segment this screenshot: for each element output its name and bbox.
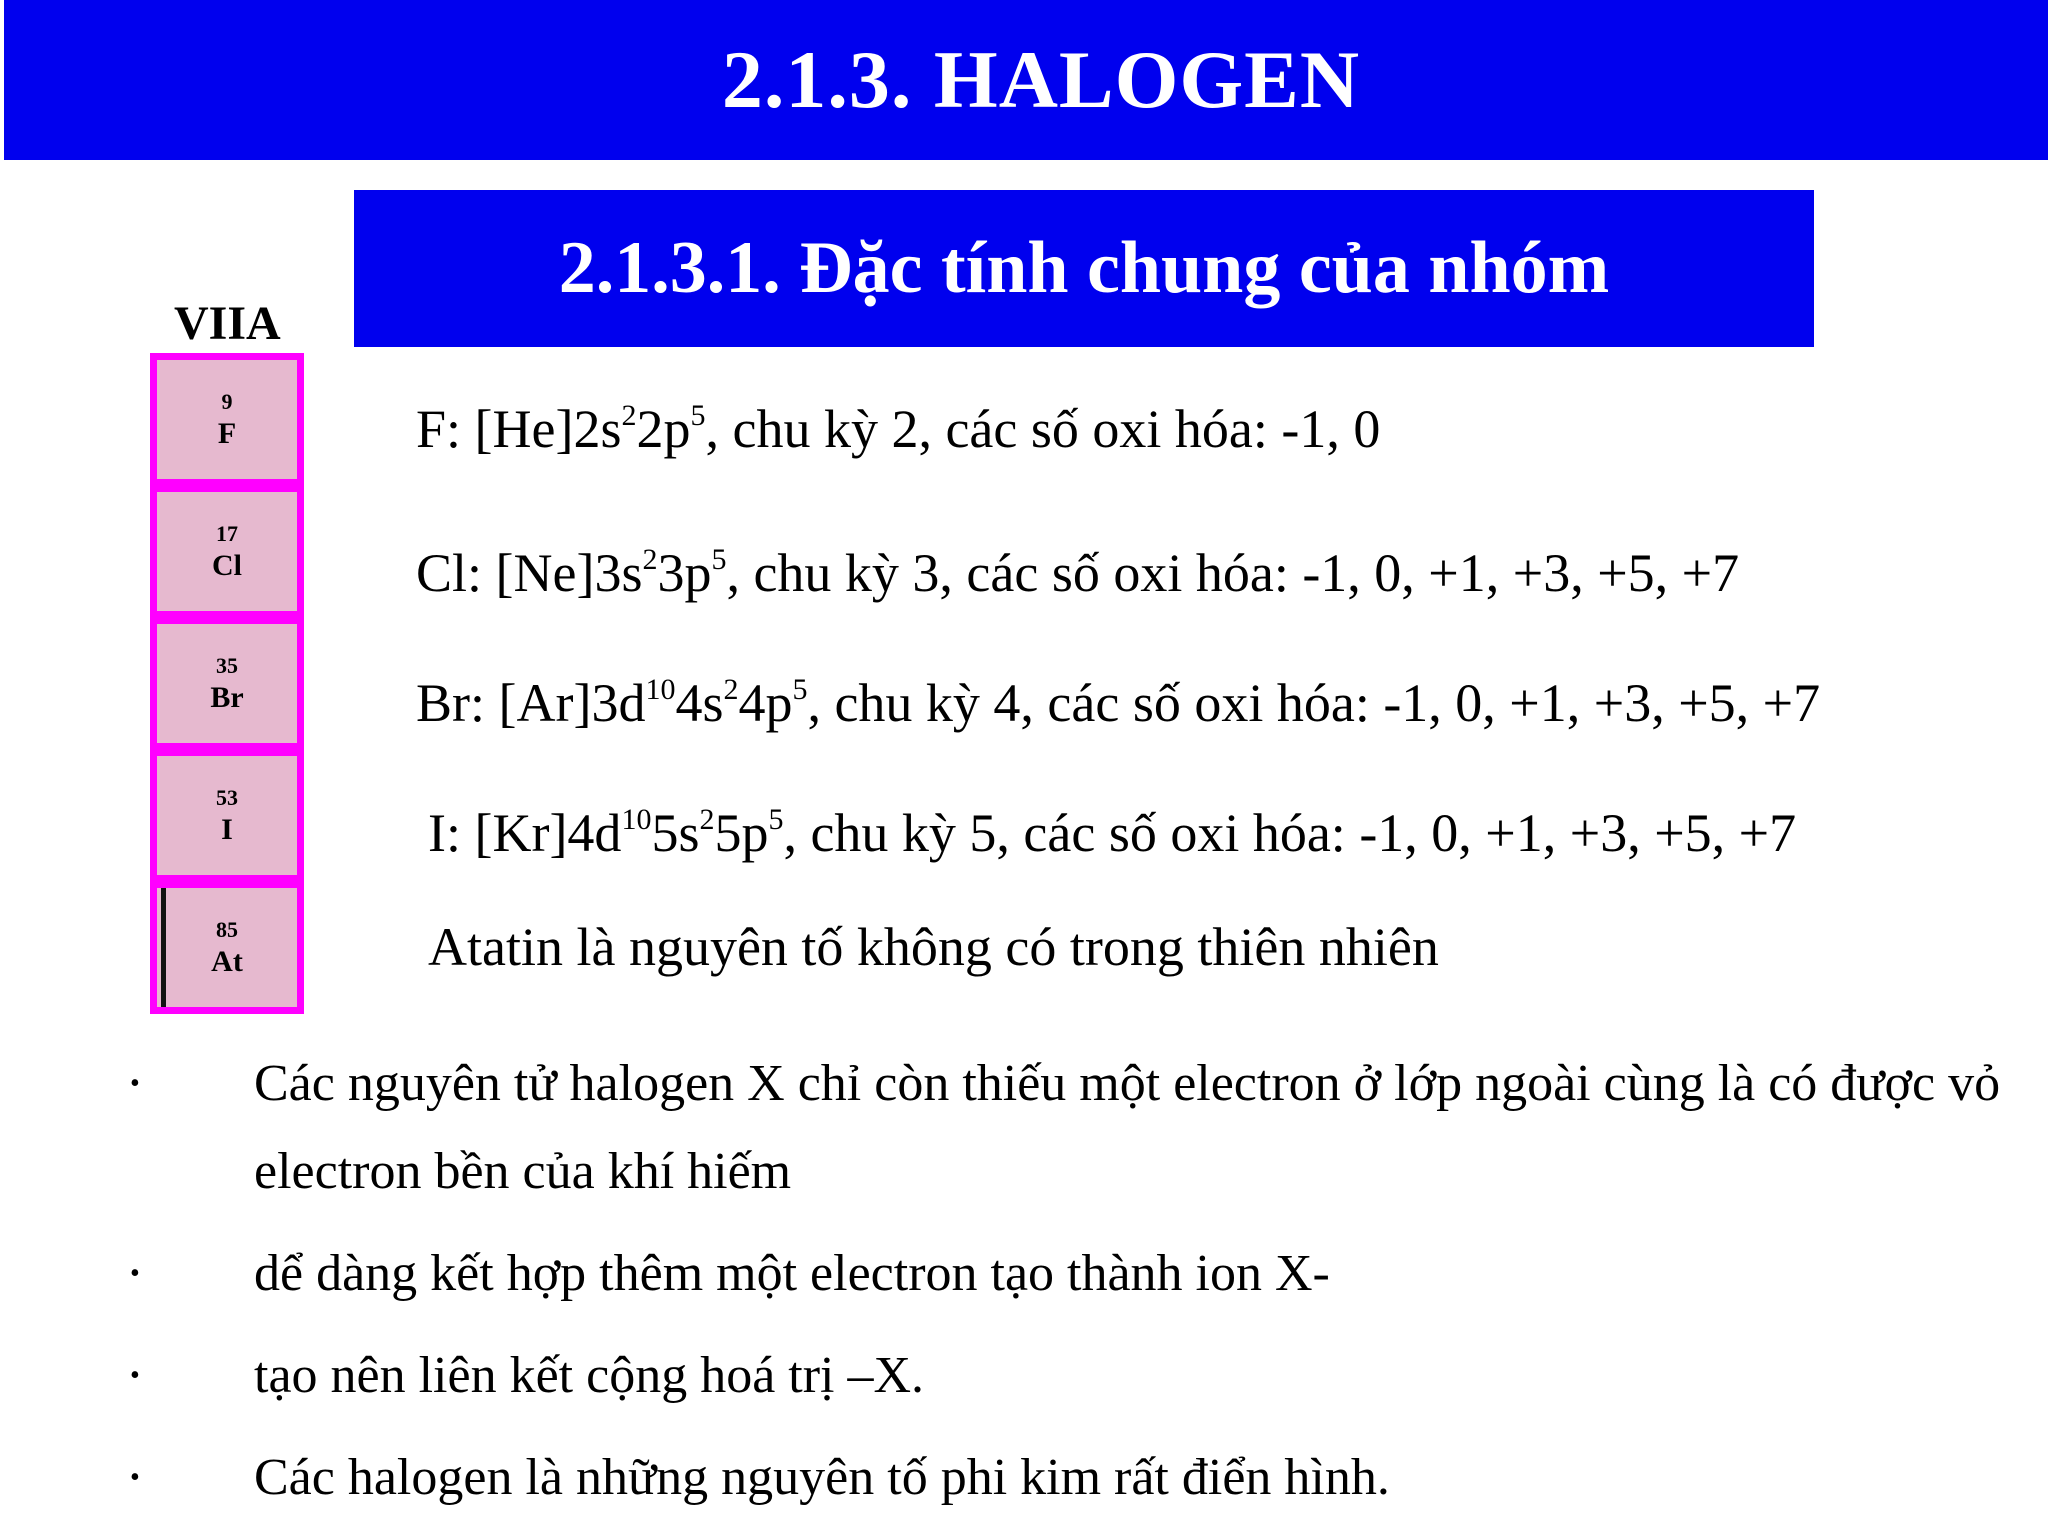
atomic-number: 85 xyxy=(216,916,238,942)
config-text: , chu kỳ 4, các số oxi hóa: -1, 0, +1, +3, +5, +7 xyxy=(807,673,1821,733)
superscript: 5 xyxy=(690,399,706,432)
superscript: 2 xyxy=(723,673,739,706)
bullet-marker: • xyxy=(130,1258,140,1289)
element-symbol: At xyxy=(211,944,243,978)
config-text: , chu kỳ 2, các số oxi hóa: -1, 0 xyxy=(705,399,1381,459)
bullet-marker: • xyxy=(130,1360,140,1391)
superscript: 5 xyxy=(711,543,727,576)
config-text: , chu kỳ 5, các số oxi hóa: -1, 0, +1, +3, +5, +7 xyxy=(783,803,1797,863)
bullet-text: tạo nên liên kết cộng hoá trị –X. xyxy=(254,1347,925,1404)
element-symbol: Cl xyxy=(212,548,242,582)
atomic-number: 17 xyxy=(216,520,238,546)
atomic-number: 9 xyxy=(221,388,233,414)
bullet-text: Các nguyên tử halogen X chỉ còn thiếu một electron ở lớp ngoài cùng là có được vỏ electron bền của khí hiếm xyxy=(254,1055,2001,1200)
config-text: 3p xyxy=(657,543,712,603)
bullet-list xyxy=(130,1040,2010,1522)
title-banner xyxy=(4,0,2048,160)
group-label: VIIA xyxy=(174,297,281,350)
list-item xyxy=(130,1230,2010,1318)
superscript: 2 xyxy=(642,543,658,576)
page-title: 2.1.3. HALOGEN xyxy=(721,34,1361,125)
config-text: 2p xyxy=(636,399,691,459)
config-line-i xyxy=(428,803,1797,863)
config-line-f xyxy=(416,399,1381,459)
periodic-table-column xyxy=(150,353,304,1014)
atomic-number: 35 xyxy=(216,652,238,678)
astatine-note: Atatin là nguyên tố không có trong thiên nhiên xyxy=(428,917,1439,977)
superscript: 10 xyxy=(621,803,652,836)
config-text: 5p xyxy=(714,803,769,863)
element-symbol: F xyxy=(217,416,237,450)
bullet-marker: • xyxy=(130,1462,140,1493)
bullet-text: Các halogen là những nguyên tố phi kim rất điển hình. xyxy=(254,1449,1390,1506)
config-text: 4s xyxy=(675,673,724,733)
superscript: 5 xyxy=(792,673,808,706)
superscript: 5 xyxy=(768,803,784,836)
element-symbol: I xyxy=(221,812,233,846)
section-subtitle: 2.1.3.1. Đặc tính chung của nhóm xyxy=(558,227,1610,309)
superscript: 10 xyxy=(645,673,676,706)
list-item xyxy=(130,1332,2010,1420)
element-cell-br xyxy=(150,617,304,750)
element-cell-at xyxy=(150,881,304,1014)
element-symbol: Br xyxy=(210,680,244,714)
element-cell-f xyxy=(150,353,304,486)
superscript: 2 xyxy=(621,399,637,432)
element-cell-cl xyxy=(150,485,304,618)
atomic-number: 53 xyxy=(216,784,238,810)
list-item xyxy=(130,1434,2010,1522)
config-text: Cl: [Ne]3s xyxy=(416,543,643,603)
bullet-marker: • xyxy=(130,1068,140,1099)
config-line-cl xyxy=(416,543,1740,603)
config-text: I: [Kr]4d xyxy=(428,803,622,863)
config-text: Br: [Ar]3d xyxy=(416,673,646,733)
bullet-text: dể dàng kết hợp thêm một electron tạo thành ion X- xyxy=(254,1245,1330,1302)
list-item xyxy=(130,1040,2010,1216)
config-text: , chu kỳ 3, các số oxi hóa: -1, 0, +1, +3, +5, +7 xyxy=(726,543,1740,603)
config-line-br xyxy=(416,673,1821,733)
element-cell-i xyxy=(150,749,304,882)
config-text: 4p xyxy=(738,673,793,733)
config-text: 5s xyxy=(651,803,700,863)
config-text: F: [He]2s xyxy=(416,399,622,459)
subtitle-banner xyxy=(354,190,1814,347)
superscript: 2 xyxy=(699,803,715,836)
